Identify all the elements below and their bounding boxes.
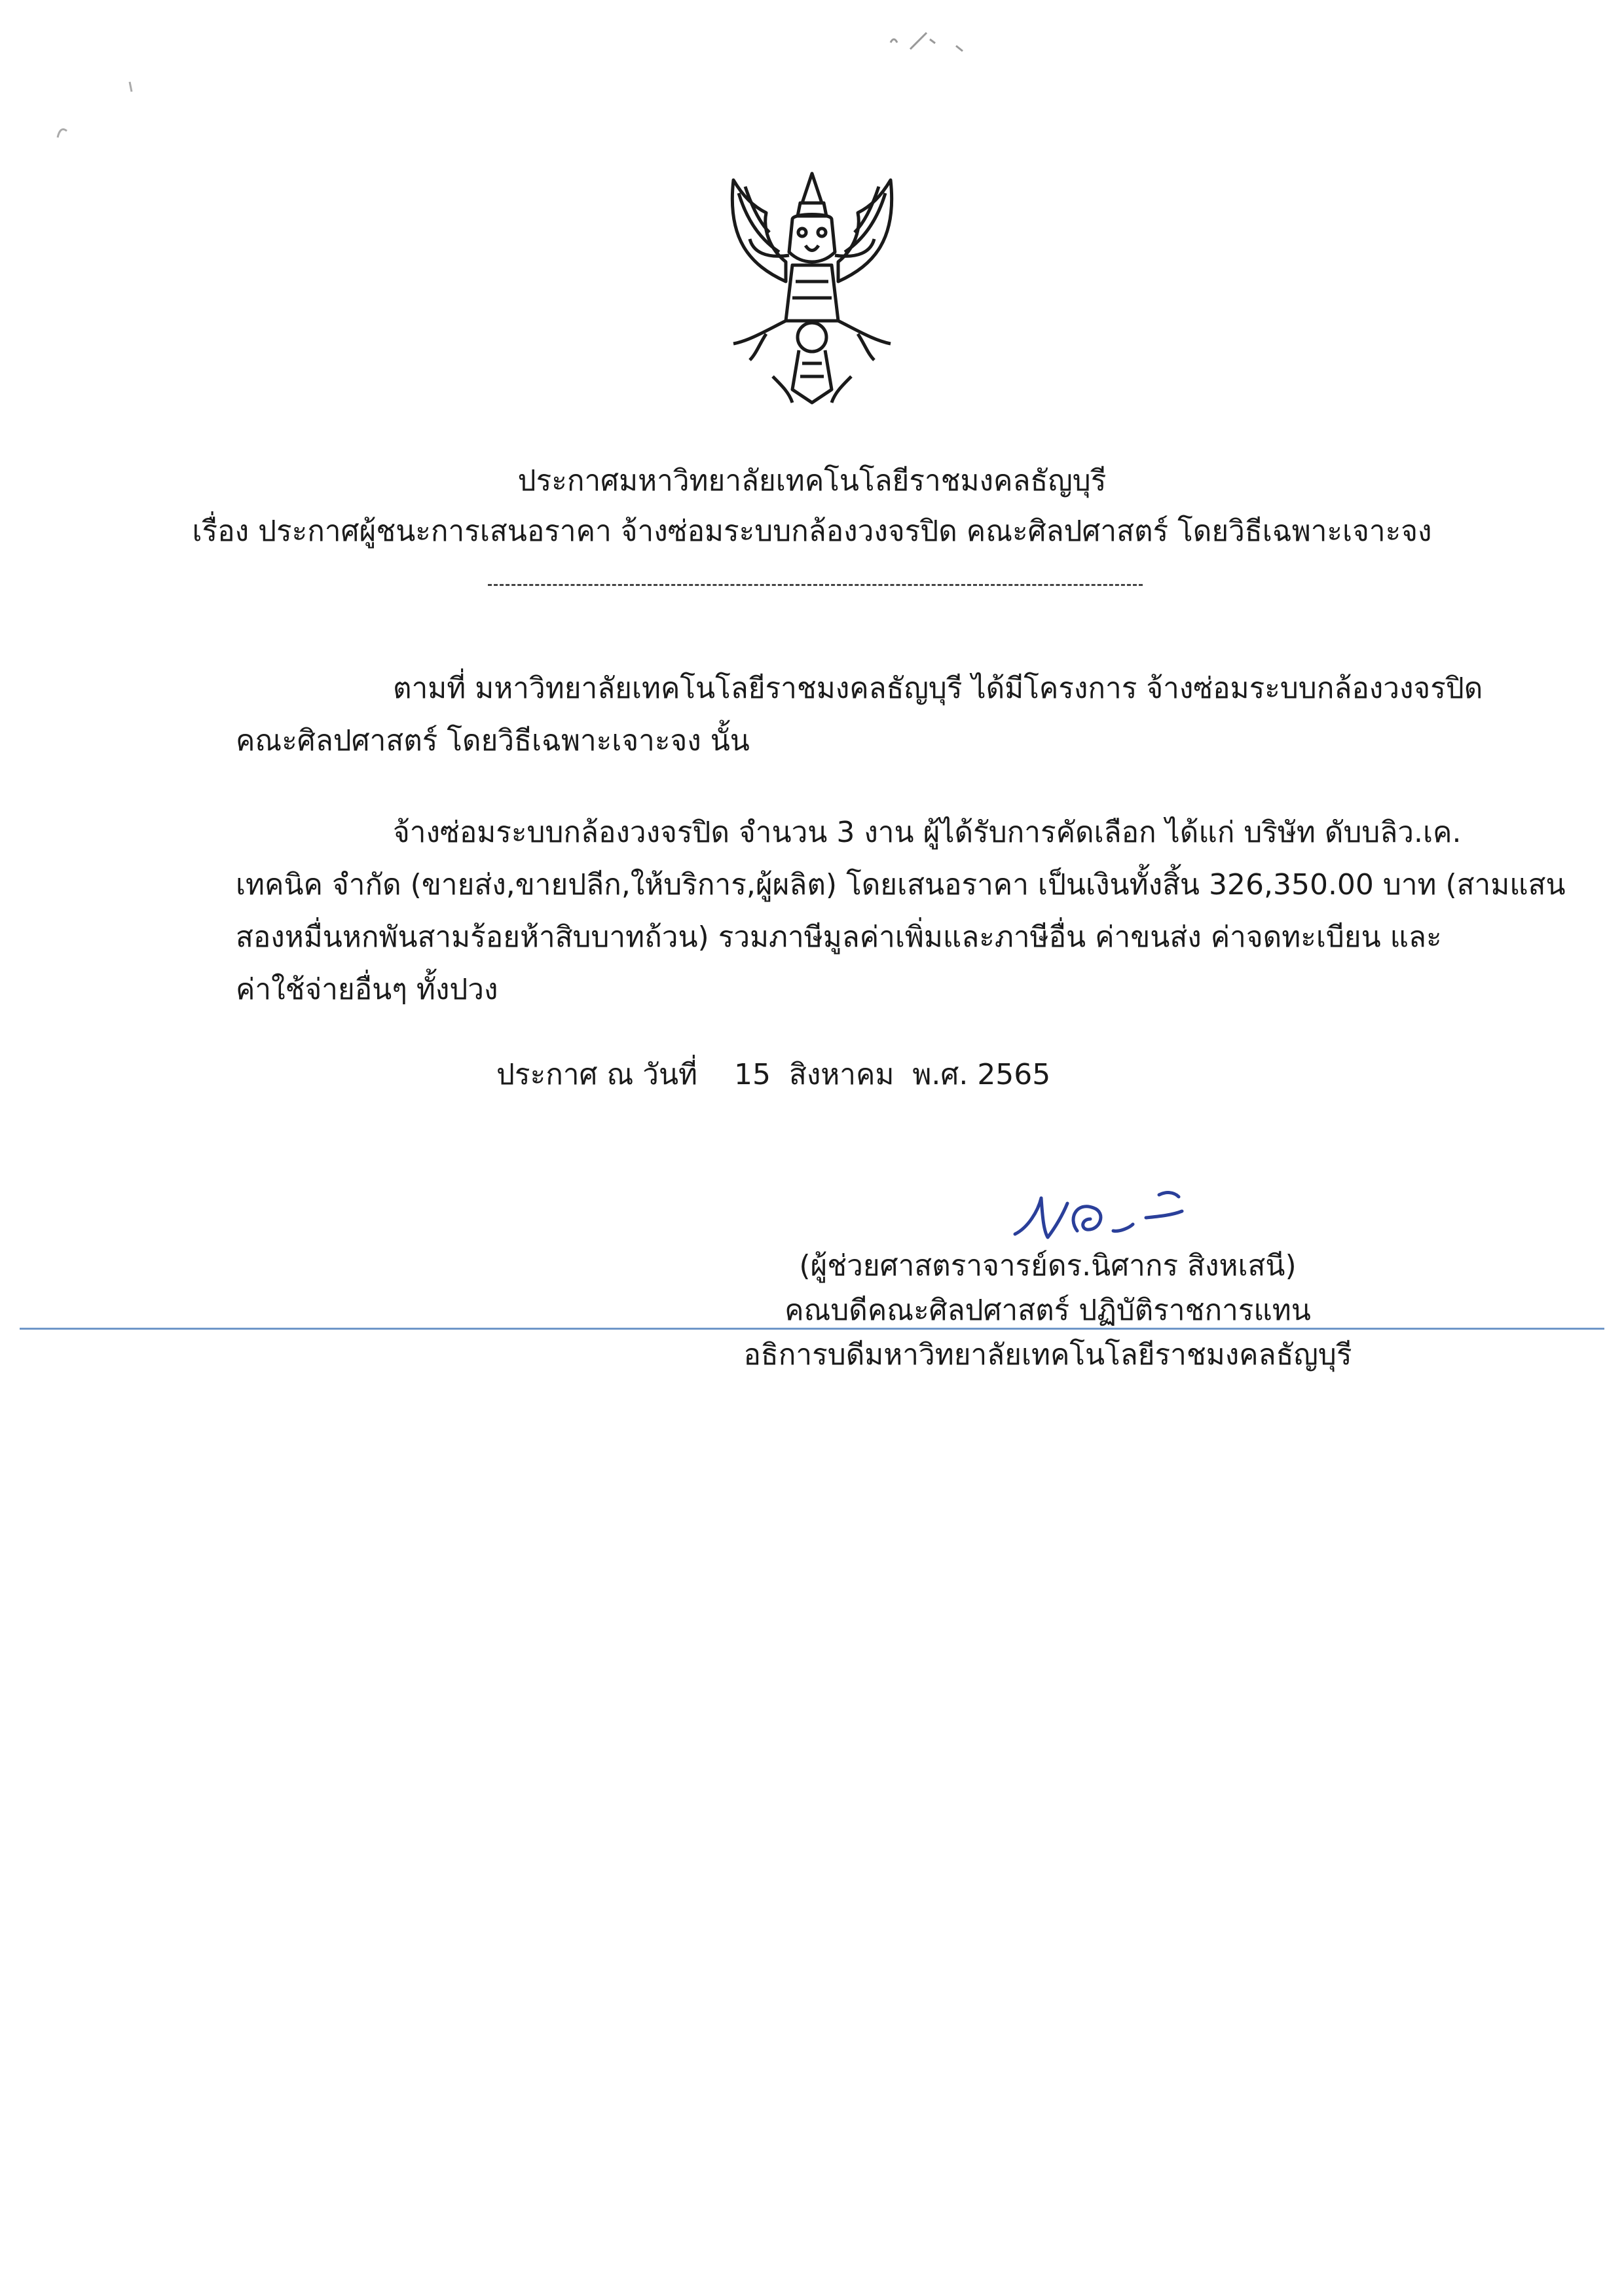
signatory-position: คณบดีคณะศิลปศาสตร์ ปฏิบัติราชการแทน: [784, 1294, 1311, 1327]
scan-mark-left: [52, 118, 79, 149]
paragraph-line: เทคนิค จำกัด (ขายส่ง,ขายปลีก,ให้บริการ,ผู้ผลิต) โดยเสนอราคา เป็นเงินทั้งสิ้น 326,350.00 บาท (สามแสน: [236, 868, 1566, 902]
announcement-title: ประกาศมหาวิทยาลัยเทคโนโลยีราชมงคลธัญบุรี: [517, 464, 1107, 498]
dashed-divider: [488, 571, 1143, 586]
scan-mark-top: [884, 20, 976, 64]
signatory-name: (ผู้ช่วยศาสตราจารย์ดร.นิศากร สิงหเสนี): [799, 1249, 1297, 1283]
signatory-block: [720, 1244, 1375, 1377]
paragraph-line: ตามที่ มหาวิทยาลัยเทคโนโลยีราชมงคลธัญบุรี ได้มีโครงการ จ้างซ่อมระบบกล้องวงจรปิด: [393, 672, 1483, 705]
paragraph-line: ค่าใช้จ่ายอื่นๆ ทั้งปวง: [236, 973, 498, 1006]
garuda-emblem: [688, 167, 936, 416]
paragraph-line: คณะศิลปศาสตร์ โดยวิธีเฉพาะเจาะจง นั้น: [236, 724, 750, 757]
paragraph-line: สองหมื่นหกพันสามร้อยห้าสิบบาทถ้วน) รวมภาษีมูลค่าเพิ่มและภาษีอื่น ค่าขนส่ง ค่าจดทะเบียน และ: [236, 920, 1442, 954]
paragraph-intro: [236, 663, 1483, 767]
signatory-on-behalf: อธิการบดีมหาวิทยาลัยเทคโนโลยีราชมงคลธัญบุรี: [743, 1338, 1352, 1372]
paragraph-award: [236, 807, 1566, 1016]
announcement-date: ประกาศ ณ วันที่ 15 สิงหาคม พ.ศ. 2565: [496, 1058, 1051, 1091]
scan-mark-left-small: [124, 79, 138, 103]
handwritten-signature: [1002, 1172, 1244, 1250]
paragraph-line: จ้างซ่อมระบบกล้องวงจรปิด จำนวน 3 งาน ผู้ได้รับการคัดเลือก ได้แก่ บริษัท ดับบลิว.เค.: [393, 816, 1462, 849]
announcement-subject: เรื่อง ประกาศผู้ชนะการเสนอราคา จ้างซ่อมระบบกล้องวงจรปิด คณะศิลปศาสตร์ โดยวิธีเฉพาะเจาะจง: [192, 515, 1432, 548]
blue-rule: [20, 1328, 1604, 1330]
